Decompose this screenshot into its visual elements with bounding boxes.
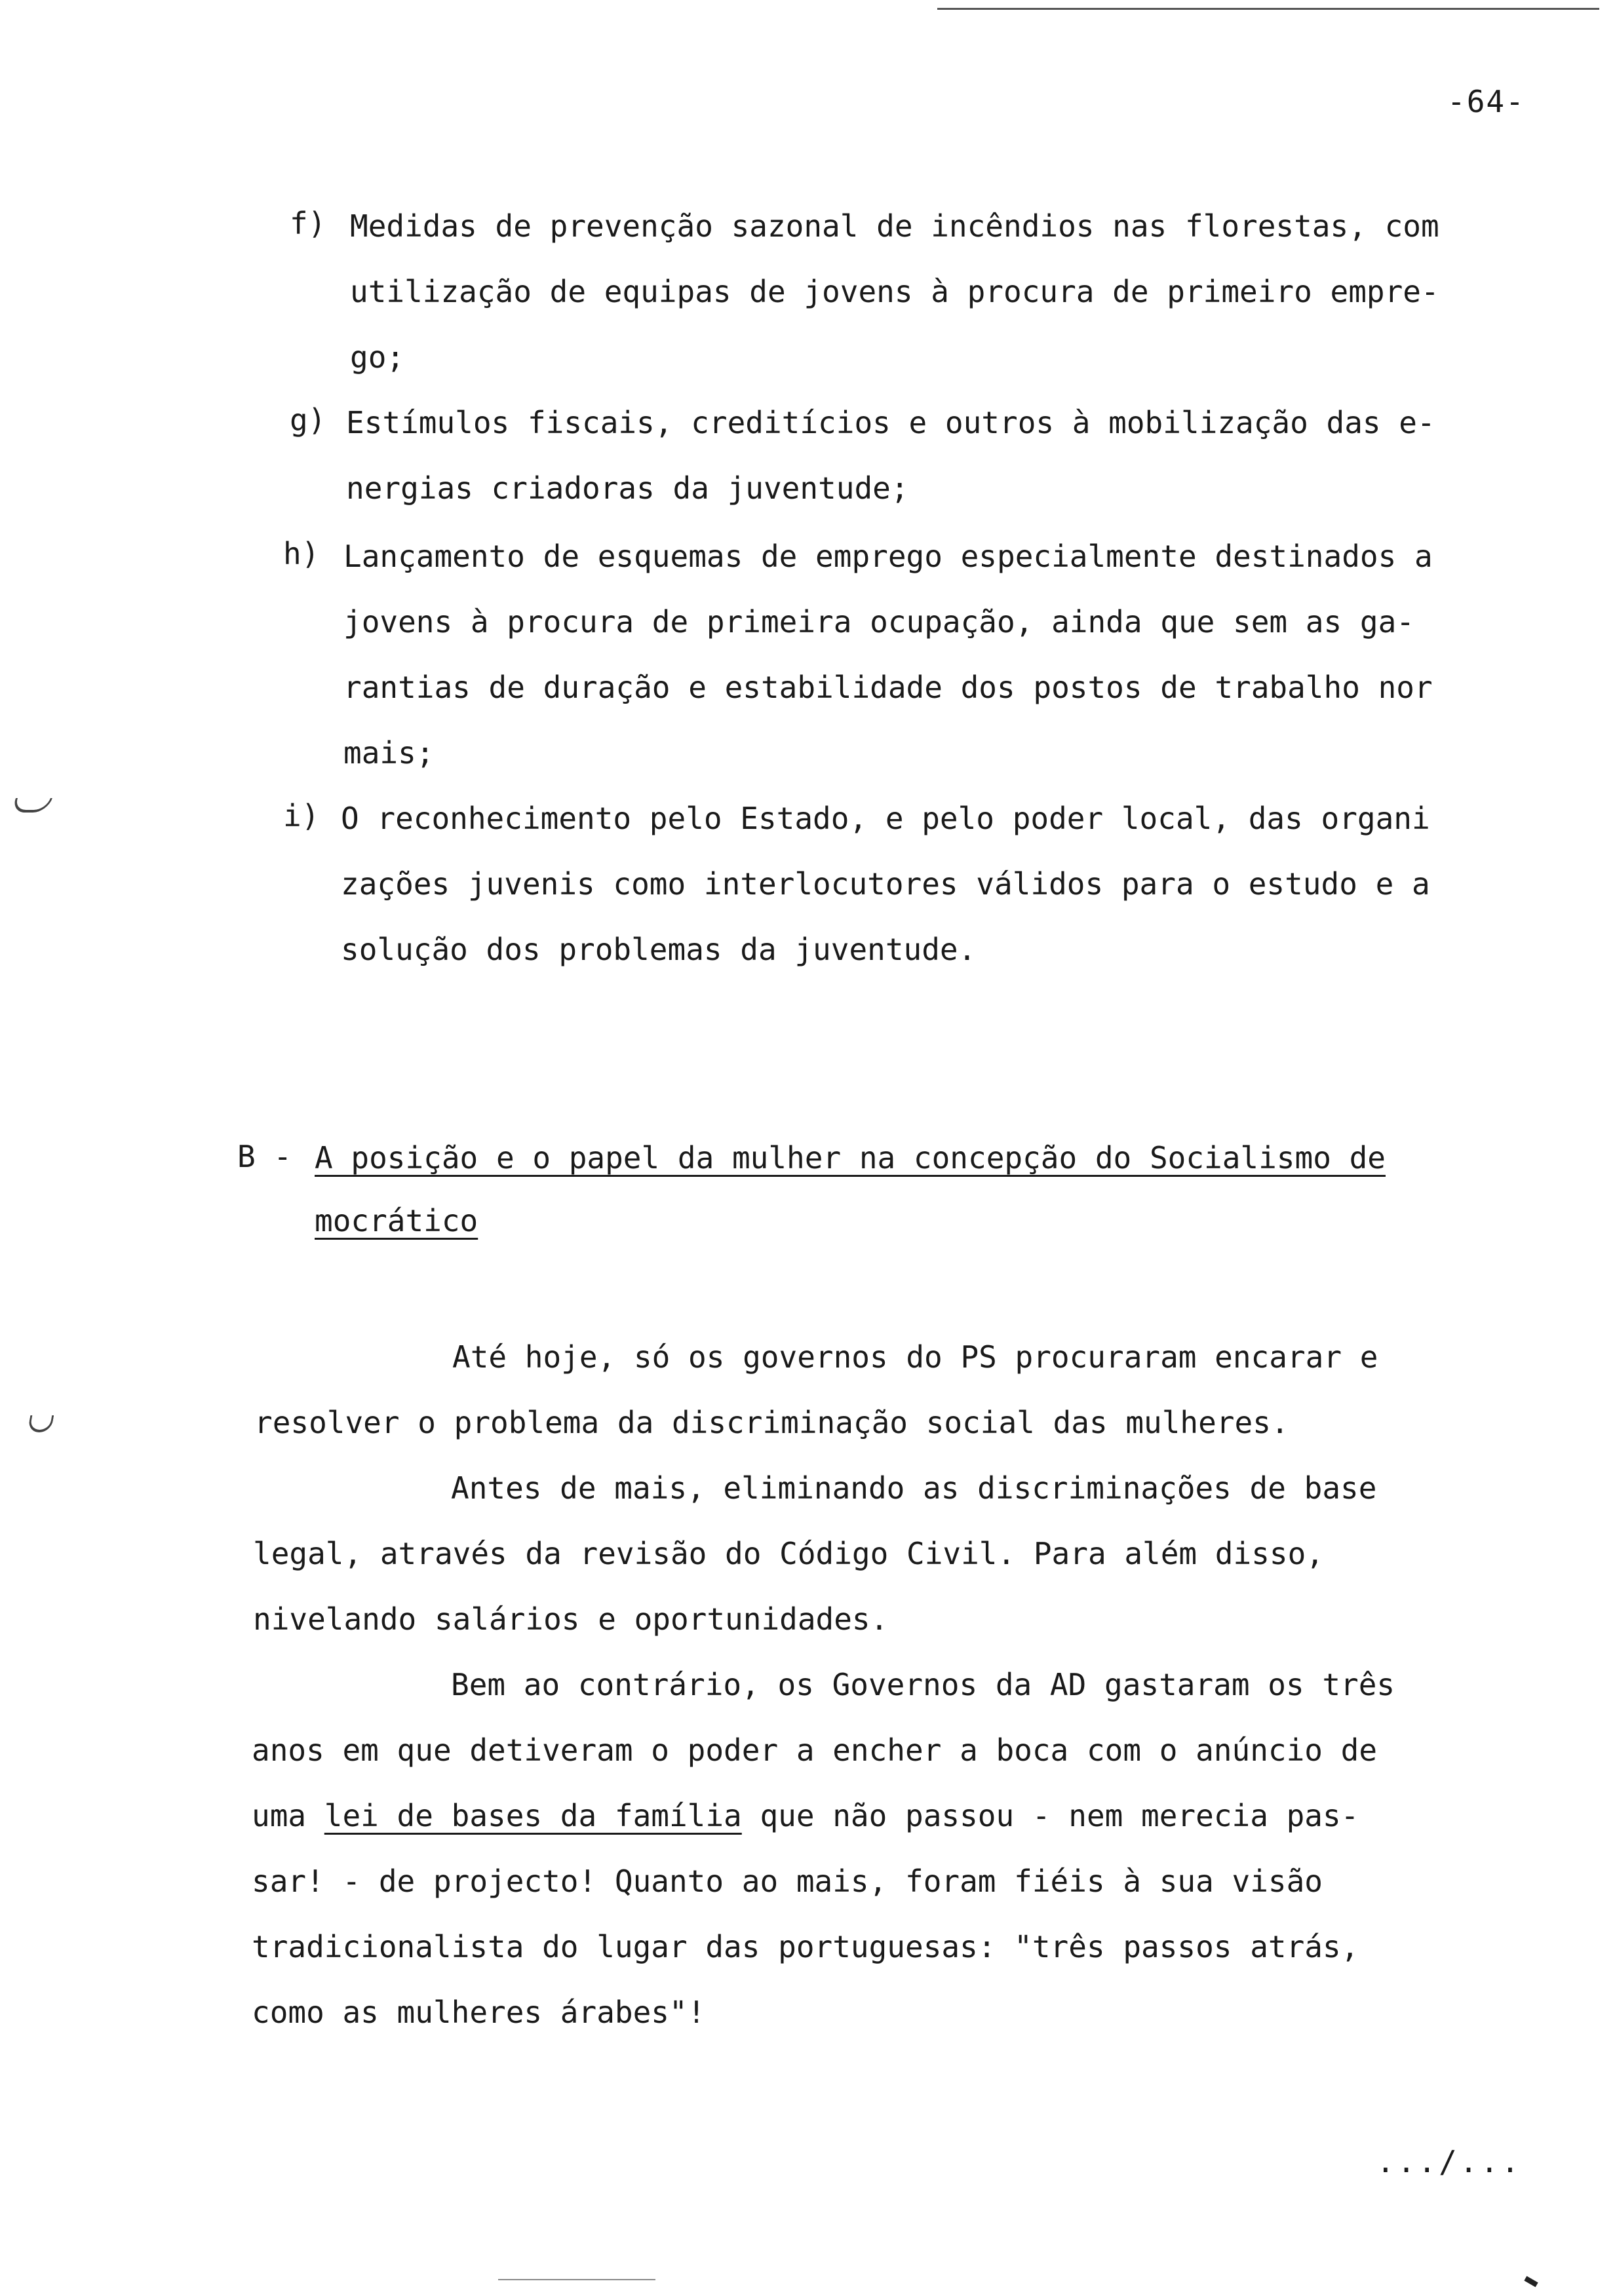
section-marker: B - bbox=[237, 1139, 292, 1174]
margin-pencil-mark-lower bbox=[28, 1415, 54, 1432]
paragraph-3-line-1: Bem ao contrário, os Governos da AD gastaram os três bbox=[451, 1667, 1395, 1702]
item-h-line-3: rantias de duração e estabilidade dos postos de trabalho nor bbox=[343, 670, 1433, 705]
item-i-line-1: O reconhecimento pelo Estado, e pelo poder local, das organi bbox=[341, 801, 1430, 836]
footer-scan-artifact bbox=[498, 2279, 655, 2280]
top-rule bbox=[937, 8, 1599, 10]
corner-mark bbox=[1524, 2276, 1538, 2287]
item-f-line-3: go; bbox=[350, 339, 405, 375]
paragraph-2-line-1: Antes de mais, eliminando as discriminações de base bbox=[451, 1470, 1377, 1506]
underlined-phrase: lei de bases da família bbox=[324, 1798, 742, 1833]
item-marker-g: g) bbox=[290, 402, 326, 438]
item-marker-i: i) bbox=[283, 798, 320, 833]
item-g-line-2: nergias criadoras da juventude; bbox=[346, 470, 909, 506]
continuation-marker: .../... bbox=[1376, 2144, 1522, 2179]
item-f-line-1: Medidas de prevenção sazonal de incêndios nas florestas, com bbox=[350, 208, 1439, 244]
margin-pencil-mark-upper bbox=[10, 798, 52, 813]
section-heading-line-1: A posição e o papel da mulher na concepção do Socialismo de bbox=[315, 1140, 1386, 1176]
item-marker-f: f) bbox=[290, 206, 326, 241]
paragraph-2-line-3: nivelando salários e oportunidades. bbox=[253, 1601, 889, 1637]
item-marker-h: h) bbox=[283, 536, 320, 571]
item-h-line-2: jovens à procura de primeira ocupação, ainda que sem as ga- bbox=[343, 604, 1414, 640]
page-number: -64- bbox=[1447, 84, 1525, 119]
paragraph-3-line-6: como as mulheres árabes"! bbox=[252, 1995, 706, 2030]
item-i-line-3: solução dos problemas da juventude. bbox=[341, 932, 977, 967]
paragraph-3-line-4: sar! - de projecto! Quanto ao mais, foram fiéis à sua visão bbox=[252, 1864, 1323, 1899]
paragraph-3-line-5: tradicionalista do lugar das portuguesas: "três passos atrás, bbox=[252, 1929, 1359, 1964]
item-h-line-4: mais; bbox=[343, 735, 435, 771]
paragraph-3-line-2: anos em que detiveram o poder a encher a boca com o anúncio de bbox=[252, 1732, 1378, 1768]
paragraph-3-line-3 bbox=[252, 1798, 1359, 1833]
paragraph-3-line-3-pre: uma bbox=[252, 1798, 324, 1833]
item-g-line-1: Estímulos fiscais, creditícios e outros à mobilização das e- bbox=[346, 405, 1435, 440]
item-f-line-2: utilização de equipas de jovens à procura de primeiro empre- bbox=[350, 274, 1439, 309]
paragraph-1-line-1: Até hoje, só os governos do PS procuraram encarar e bbox=[452, 1339, 1378, 1375]
paragraph-2-line-2: legal, através da revisão do Código Civil. Para além disso, bbox=[253, 1536, 1324, 1571]
item-i-line-2: zações juvenis como interlocutores válidos para o estudo e a bbox=[341, 866, 1430, 902]
section-heading-line-2: mocrático bbox=[315, 1203, 478, 1238]
paragraph-3-line-3-post: que não passou - nem merecia pas- bbox=[741, 1798, 1359, 1833]
paragraph-1-line-2: resolver o problema da discriminação social das mulheres. bbox=[254, 1405, 1289, 1440]
item-h-line-1: Lançamento de esquemas de emprego especialmente destinados a bbox=[343, 539, 1433, 574]
